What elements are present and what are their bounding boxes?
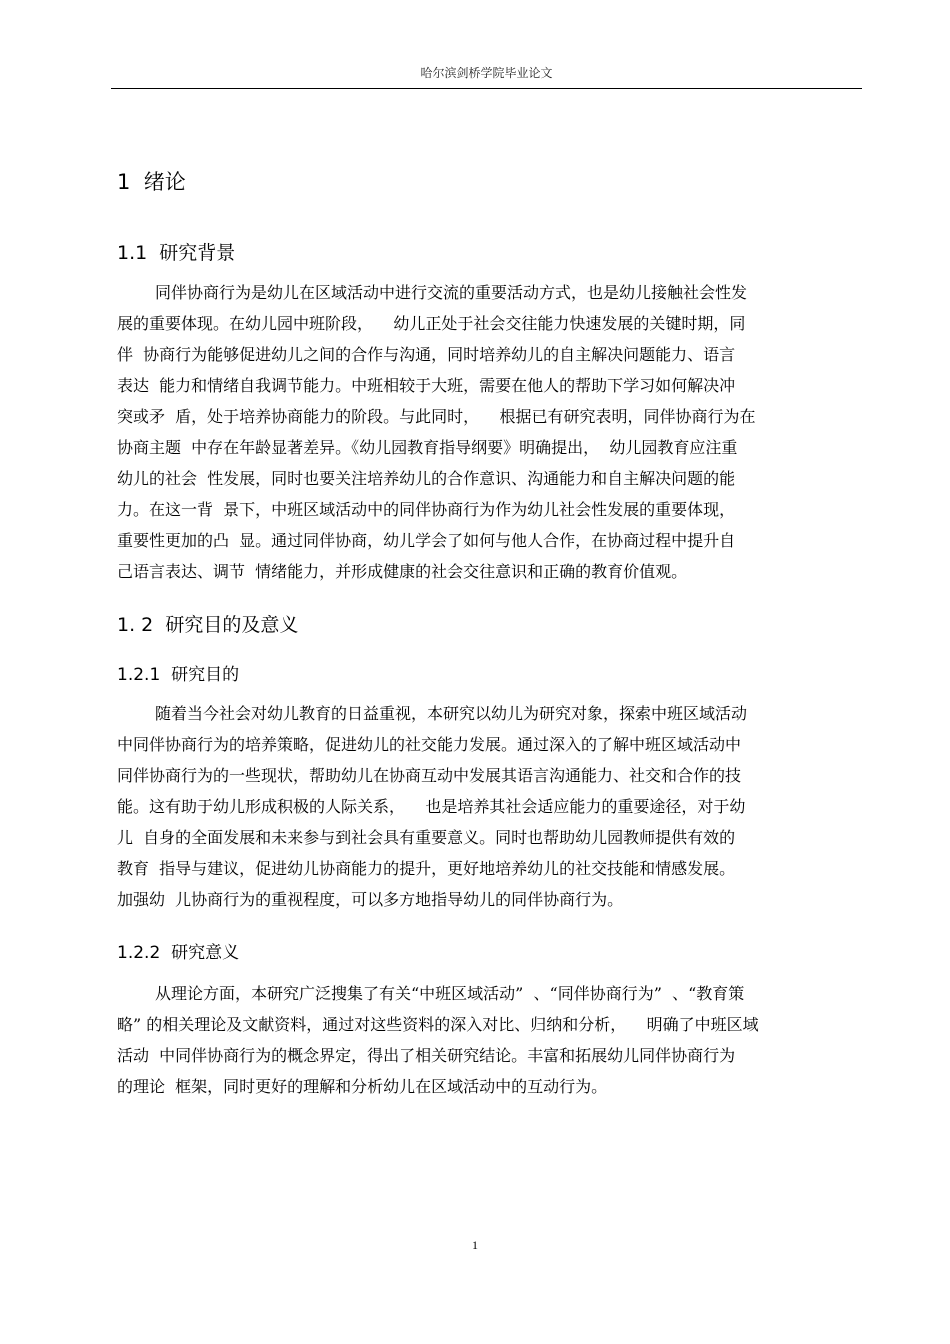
text-line: 幼儿的社会 性发展，同时也要关注培养幼儿的合作意识、沟通能力和自主解决问题的能 (117, 469, 736, 488)
chapter-heading: 1 绪论 (117, 170, 186, 194)
header-divider (111, 88, 862, 89)
text-line: 突或矛 盾，处于培养协商能力的阶段。与此同时， 根据已有研究表明，同伴协商行为在 (117, 407, 756, 426)
text-line: 同伴协商行为的一些现状，帮助幼儿在协商互动中发展其语言沟通能力、社交和合作的技 (117, 766, 742, 785)
text-line: 展的重要体现。在幼儿园中班阶段， 幼儿正处于社会交往能力快速发展的关键时期，同 (117, 314, 746, 333)
text-line: 儿 自身的全面发展和未来参与到社会具有重要意义。同时也帮助幼儿园教师提供有效的 (117, 828, 736, 847)
text-line: 协商主题 中存在年龄显著差异。《幼儿园教育指导纲要》明确提出， 幼儿园教育应注重 (117, 438, 738, 457)
text-line: 中同伴协商行为的培养策略，促进幼儿的社交能力发展。通过深入的了解中班区域活动中 (117, 735, 742, 754)
subsection-heading-purpose: 1.2.1 研究目的 (117, 665, 240, 685)
text-line: 的理论 框架，同时更好的理解和分析幼儿在区域活动中的互动行为。 (117, 1077, 608, 1096)
text-line: 能。这有助于幼儿形成积极的人际关系， 也是培养其社会适应能力的重要途径，对于幼 (117, 797, 746, 816)
paragraph-purpose (117, 698, 862, 915)
text-line: 表达 能力和情绪自我调节能力。中班相较于大班，需要在他人的帮助下学习如何解决冲 (117, 376, 736, 395)
text-line: 己语言表达、调节 情绪能力，并形成健康的社会交往意识和正确的教育价值观。 (117, 562, 688, 581)
text-line: 从理论方面，本研究广泛搜集了有关“中班区域活动” 、“同伴协商行为” 、“教育策 (155, 984, 745, 1003)
running-header: 哈尔滨剑桥学院毕业论文 (420, 66, 553, 80)
text-line: 活动 中同伴协商行为的概念界定，得出了相关研究结论。丰富和拓展幼儿同伴协商行为 (117, 1046, 736, 1065)
text-line: 随着当今社会对幼儿教育的日益重视，本研究以幼儿为研究对象，探索中班区域活动 (155, 704, 748, 723)
section-heading-background: 1.1 研究背景 (117, 242, 236, 264)
text-line: 略” 的相关理论及文献资料，通过对这些资料的深入对比、归纳和分析， 明确了中班区域 (117, 1015, 759, 1034)
page-number: 1 (472, 1238, 478, 1252)
section-heading-purpose-significance: 1. 2 研究目的及意义 (117, 614, 299, 636)
subsection-heading-significance: 1.2.2 研究意义 (117, 943, 240, 963)
text-line: 力。在这一背 景下，中班区域活动中的同伴协商行为作为幼儿社会性发展的重要体现， (117, 500, 736, 519)
text-line: 同伴协商行为是幼儿在区域活动中进行交流的重要活动方式，也是幼儿接触社会性发 (155, 283, 748, 302)
text-line: 伴 协商行为能够促进幼儿之间的合作与沟通，同时培养幼儿的自主解决问题能力、语言 (117, 345, 736, 364)
text-line: 教育 指导与建议，促进幼儿协商能力的提升，更好地培养幼儿的社交技能和情感发展。 (117, 859, 736, 878)
text-line: 加强幼 儿协商行为的重视程度，可以多方地指导幼儿的同伴协商行为。 (117, 890, 624, 909)
text-line: 重要性更加的凸 显。通过同伴协商，幼儿学会了如何与他人合作，在协商过程中提升自 (117, 531, 736, 550)
paragraph-background (117, 277, 862, 587)
paragraph-significance (117, 978, 862, 1102)
